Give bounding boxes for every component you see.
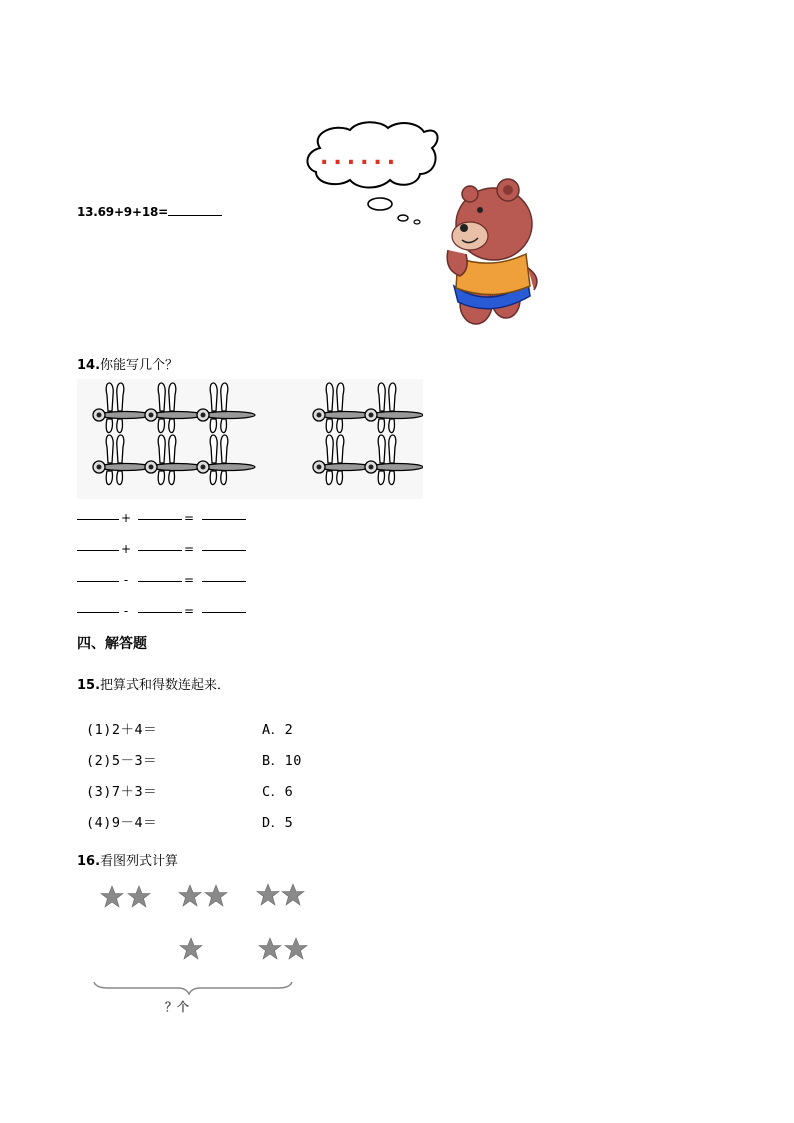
question-15-number: 15. [77, 678, 101, 693]
equation-line-3 [77, 573, 246, 587]
blank-a[interactable] [77, 542, 119, 551]
star-7 [180, 938, 202, 959]
dragonfly-9 [313, 435, 371, 485]
star-2 [128, 886, 150, 907]
bear [447, 179, 537, 324]
star-1 [101, 886, 123, 907]
star-5 [257, 884, 279, 905]
question-14 [77, 354, 178, 373]
equation-line-2 [77, 542, 246, 556]
answer-blank[interactable] [168, 204, 222, 216]
equals-sign: = [183, 542, 195, 556]
dragonfly-2 [145, 383, 203, 433]
blank-b[interactable] [138, 511, 182, 520]
question-16-number: 16. [77, 854, 101, 869]
equation-line-1 [77, 511, 246, 525]
stars-picture [88, 876, 318, 996]
blank-result[interactable] [202, 511, 246, 520]
equals-sign: = [183, 573, 195, 587]
blank-b[interactable] [138, 604, 182, 613]
blank-a[interactable] [77, 573, 119, 582]
blank-b[interactable] [138, 542, 182, 551]
match-right-c[interactable]: C．6 [262, 784, 294, 800]
equals-sign: = [183, 604, 195, 618]
dragonfly-picture [77, 379, 423, 499]
question-15 [77, 674, 230, 693]
question-13 [77, 204, 222, 219]
operator: + [120, 511, 132, 525]
question-16 [77, 850, 178, 869]
thought-bubble-1 [368, 198, 392, 210]
dragonfly-7 [145, 435, 203, 485]
dragonfly-5 [365, 383, 423, 433]
bear-illustration [300, 118, 540, 334]
match-left-4[interactable]: (4)9－4＝ [86, 815, 158, 831]
match-right-a[interactable]: A．2 [262, 722, 294, 738]
blank-result[interactable] [202, 573, 246, 582]
question-14-text: 你能写几个？ [100, 358, 179, 373]
bubble-dots: ...... [320, 145, 401, 170]
section-title: 四、解答题 [77, 636, 147, 652]
star-9 [285, 938, 307, 959]
question-15-text: 把算式和得数连起来． [100, 678, 231, 693]
brace [94, 982, 292, 994]
blank-a[interactable] [77, 511, 119, 520]
dragonfly-10 [365, 435, 423, 485]
match-right-b[interactable]: B．10 [262, 753, 302, 769]
dragonfly-8 [197, 435, 255, 485]
star-6 [282, 884, 304, 905]
blank-result[interactable] [202, 542, 246, 551]
dragonfly-1 [93, 383, 151, 433]
star-8 [259, 938, 281, 959]
question-16-text: 看图列式计算 [100, 854, 179, 869]
blank-b[interactable] [138, 573, 182, 582]
question-13-text: 13.69+9+18= [77, 205, 168, 219]
match-left-3[interactable]: (3)7＋3＝ [86, 784, 158, 800]
dragonfly-6 [93, 435, 151, 485]
match-left-2[interactable]: (2)5－3＝ [86, 753, 158, 769]
blank-a[interactable] [77, 604, 119, 613]
operator: - [123, 573, 129, 587]
thought-bubble-2 [398, 215, 408, 221]
operator: + [120, 542, 132, 556]
dragonfly-4 [313, 383, 371, 433]
equation-line-4 [77, 604, 246, 618]
blank-result[interactable] [202, 604, 246, 613]
dragonfly-3 [197, 383, 255, 433]
thought-bubble-3 [414, 220, 420, 224]
question-14-number: 14. [77, 358, 101, 373]
equals-sign: = [183, 511, 195, 525]
operator: - [123, 604, 129, 618]
star-4 [205, 885, 227, 906]
match-right-d[interactable]: D．5 [262, 815, 294, 831]
brace-label: ？个 [165, 1000, 190, 1014]
match-left-1[interactable]: (1)2＋4＝ [86, 722, 158, 738]
star-3 [179, 885, 201, 906]
